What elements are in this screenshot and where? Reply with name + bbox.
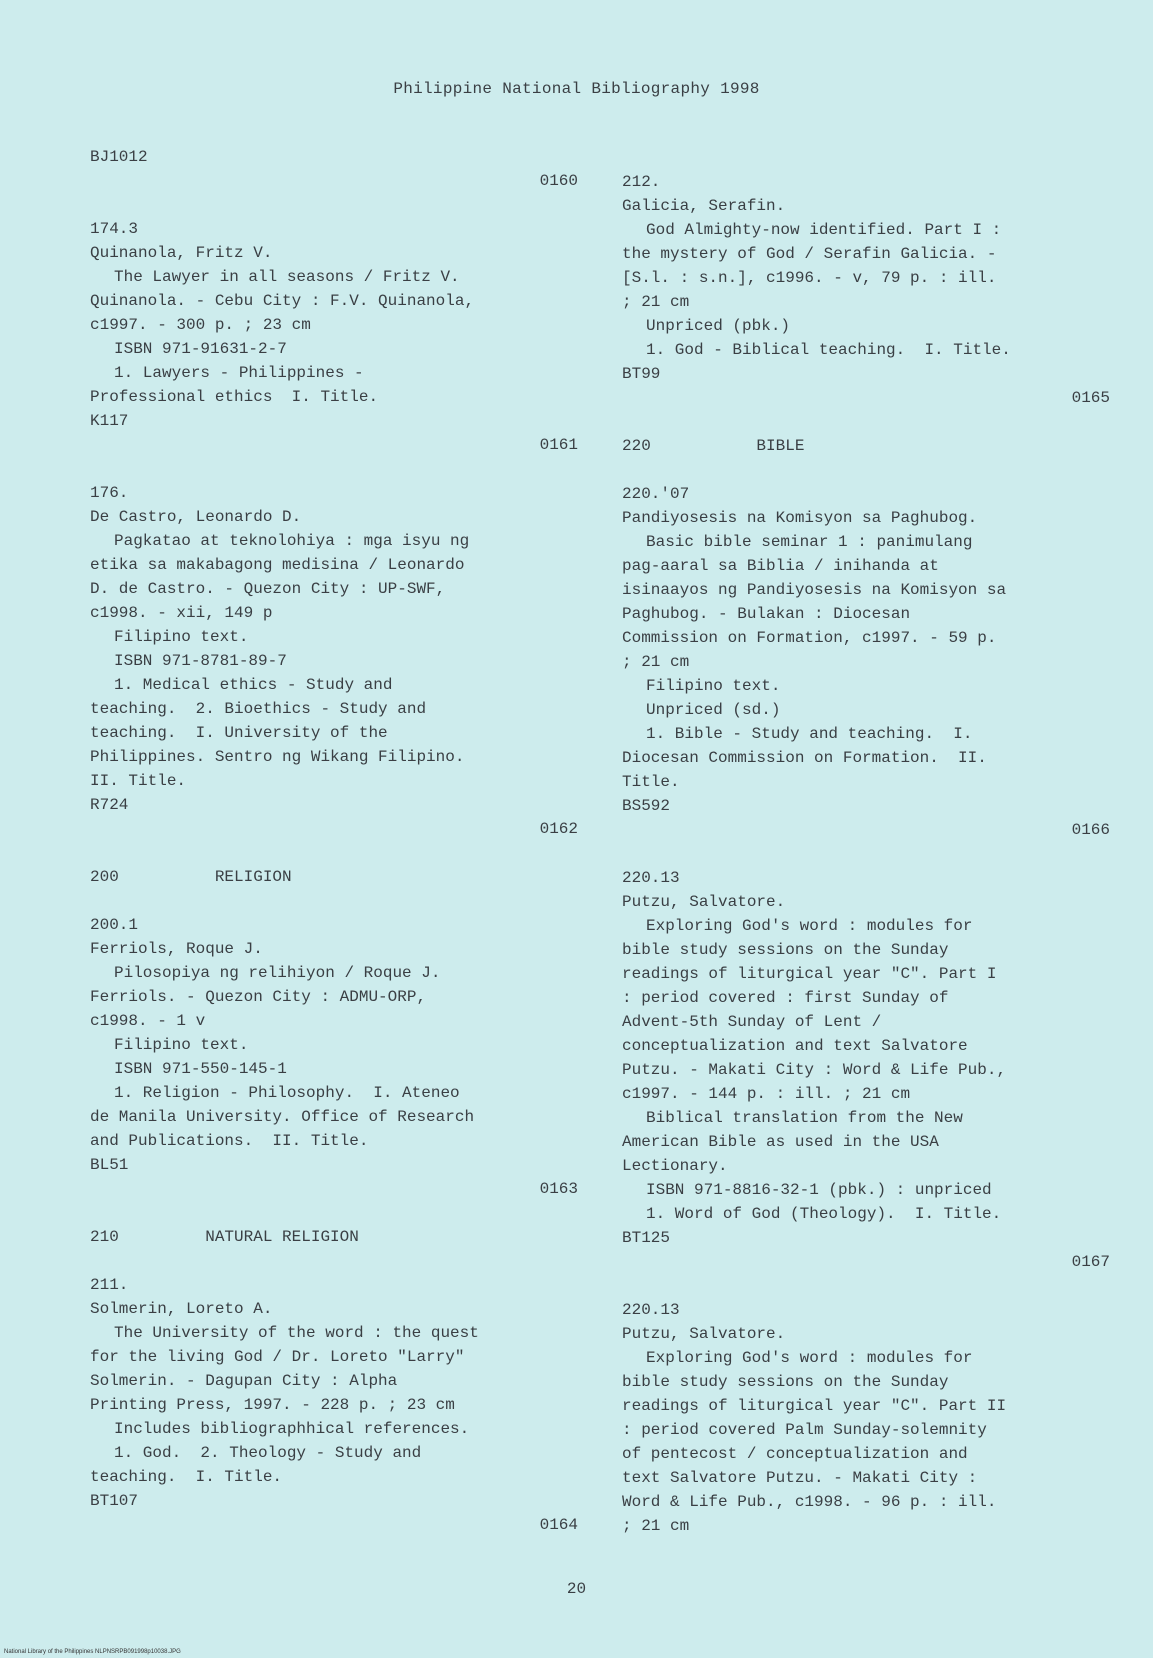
entry-line: Diocesan Commission on Formation. II. bbox=[622, 749, 987, 767]
entry-line: Basic bible seminar 1 : panimulang bbox=[646, 533, 973, 551]
entry-line: readings of liturgical year "C". Part II bbox=[622, 1397, 1007, 1415]
entry-line: Advent-5th Sunday of Lent / bbox=[622, 1013, 882, 1031]
entry-line: 1. Religion - Philosophy. I. Ateneo bbox=[114, 1084, 460, 1102]
entry-line: II. Title. bbox=[90, 772, 187, 790]
entry-number: 0166 bbox=[1071, 821, 1110, 839]
entry-number: 0160 bbox=[539, 172, 578, 190]
entry-line: bible study sessions on the Sunday bbox=[622, 941, 949, 959]
entry-line: Unpriced (pbk.) bbox=[646, 317, 791, 335]
entry-line: Biblical translation from the New bbox=[646, 1109, 963, 1127]
entry-line: Solmerin, Loreto A. bbox=[90, 1300, 273, 1318]
entry-line: Putzu, Salvatore. bbox=[622, 893, 786, 911]
entry-line: 1. God. 2. Theology - Study and bbox=[114, 1444, 422, 1462]
entry-line: Solmerin. - Dagupan City : Alpha bbox=[90, 1372, 398, 1390]
entry-number: 0165 bbox=[1071, 389, 1110, 407]
entry-line: K117 bbox=[90, 412, 129, 430]
entry-line: and Publications. II. Title. bbox=[90, 1132, 369, 1150]
entry-number: 0162 bbox=[539, 820, 578, 838]
entry-line: ISBN 971-550-145-1 bbox=[114, 1060, 287, 1078]
spacer bbox=[90, 193, 580, 217]
entry-line: ; 21 cm bbox=[622, 293, 690, 311]
entry-line: Pilosopiya ng relihiyon / Roque J. bbox=[114, 964, 441, 982]
spacer bbox=[622, 842, 1112, 866]
entry-line: Putzu, Salvatore. bbox=[622, 1325, 786, 1343]
entry-line: Galicia, Serafin. bbox=[622, 197, 786, 215]
entry-line: the mystery of God / Serafin Galicia. - bbox=[622, 245, 997, 263]
entry-line: teaching. I. University of the bbox=[90, 724, 388, 742]
entry-line: ; 21 cm bbox=[622, 653, 690, 671]
right-column bbox=[622, 170, 1112, 1538]
entry-line: Filipino text. bbox=[114, 1036, 249, 1054]
entry-line: Printing Press, 1997. - 228 p. ; 23 cm bbox=[90, 1396, 455, 1414]
entry-line: Ferriols. - Quezon City : ADMU-ORP, bbox=[90, 988, 427, 1006]
entry-line: of pentecost / conceptualization and bbox=[622, 1445, 968, 1463]
entry-line: ISBN 971-91631-2-7 bbox=[114, 340, 287, 358]
spacer bbox=[622, 1274, 1112, 1298]
entry-line: Word & Life Pub., c1998. - 96 p. : ill. bbox=[622, 1493, 997, 1511]
spacer bbox=[622, 458, 1112, 482]
entry-line: 200.1 bbox=[90, 916, 139, 934]
entry-number: 0164 bbox=[539, 1516, 578, 1534]
entry-line: Exploring God's word : modules for bbox=[646, 1349, 973, 1367]
entry-line: 211. bbox=[90, 1276, 129, 1294]
entry-line: text Salvatore Putzu. - Makati City : bbox=[622, 1469, 978, 1487]
entry-line: Commission on Formation, c1997. - 59 p. bbox=[622, 629, 997, 647]
entry-number: 0163 bbox=[539, 1180, 578, 1198]
entry-line: 176. bbox=[90, 484, 129, 502]
entry-line: 1. God - Biblical teaching. I. Title. bbox=[646, 341, 1011, 359]
entry-line: BL51 bbox=[90, 1156, 129, 1174]
entry-line: ISBN 971-8781-89-7 bbox=[114, 652, 287, 670]
entry-line: pag-aaral sa Biblia / inihanda at bbox=[622, 557, 939, 575]
entry-number: 0167 bbox=[1071, 1253, 1110, 1271]
section-heading: 200 RELIGION bbox=[90, 868, 292, 886]
entry-line: isinaayos ng Pandiyosesis na Komisyon sa bbox=[622, 581, 1007, 599]
entry-line: The University of the word : the quest bbox=[114, 1324, 479, 1342]
entry-line: The Lawyer in all seasons / Fritz V. bbox=[114, 268, 460, 286]
entry-line: ; 21 cm bbox=[622, 1517, 690, 1535]
left-column bbox=[90, 145, 580, 1537]
entry-line: Title. bbox=[622, 773, 680, 791]
entry-line: [S.l. : s.n.], c1996. - v, 79 p. : ill. bbox=[622, 269, 997, 287]
scan-credit: National Library of the Philippines NLPNSRPB091998p10038.JPG bbox=[4, 1649, 181, 1655]
entry-line: God Almighty-now identified. Part I : bbox=[646, 221, 1002, 239]
entry-line: etika sa makabagong medisina / Leonardo bbox=[90, 556, 465, 574]
page-number: 20 bbox=[566, 1580, 587, 1598]
entry-line: R724 bbox=[90, 796, 129, 814]
spacer bbox=[90, 457, 580, 481]
entry-line: teaching. 2. Bioethics - Study and bbox=[90, 700, 427, 718]
spacer bbox=[90, 1201, 580, 1225]
entry-line: 174.3 bbox=[90, 220, 139, 238]
entry-line: Exploring God's word : modules for bbox=[646, 917, 973, 935]
entry-line: de Manila University. Office of Research bbox=[90, 1108, 475, 1126]
entry-line: Pandiyosesis na Komisyon sa Paghubog. bbox=[622, 509, 978, 527]
section-heading: 220 BIBLE bbox=[622, 437, 805, 455]
entry-line: Includes bibliographhical references. bbox=[114, 1420, 470, 1438]
entry-line: bible study sessions on the Sunday bbox=[622, 1373, 949, 1391]
entry-line: 220.13 bbox=[622, 869, 680, 887]
entry-line: Professional ethics I. Title. bbox=[90, 388, 379, 406]
entry-line: readings of liturgical year "C". Part I bbox=[622, 965, 997, 983]
entry-line: Putzu. - Makati City : Word & Life Pub., bbox=[622, 1061, 1007, 1079]
spacer bbox=[622, 410, 1112, 434]
entry-line: ISBN 971-8816-32-1 (pbk.) : unpriced bbox=[646, 1181, 992, 1199]
entry-line: 1. Word of God (Theology). I. Title. bbox=[646, 1205, 1002, 1223]
entry-line: 212. bbox=[622, 173, 661, 191]
page-title: Philippine National Bibliography 1998 bbox=[393, 80, 760, 98]
entry-line: Filipino text. bbox=[114, 628, 249, 646]
entry-line: De Castro, Leonardo D. bbox=[90, 508, 302, 526]
entry-number: 0161 bbox=[539, 436, 578, 454]
entry-line: BS592 bbox=[622, 797, 671, 815]
spacer bbox=[90, 1249, 580, 1273]
entry-line: Ferriols, Roque J. bbox=[90, 940, 263, 958]
entry-line: Unpriced (sd.) bbox=[646, 701, 781, 719]
entry-line: conceptualization and text Salvatore bbox=[622, 1037, 968, 1055]
entry-line: American Bible as used in the USA bbox=[622, 1133, 939, 1151]
entry-line: c1997. - 144 p. : ill. ; 21 cm bbox=[622, 1085, 911, 1103]
entry-line: c1997. - 300 p. ; 23 cm bbox=[90, 316, 311, 334]
entry-line: 1. Bible - Study and teaching. I. bbox=[646, 725, 973, 743]
section-heading: 210 NATURAL RELIGION bbox=[90, 1228, 359, 1246]
entry-line: c1998. - xii, 149 p bbox=[90, 604, 273, 622]
entry-line: teaching. I. Title. bbox=[90, 1468, 283, 1486]
entry-line: : period covered : first Sunday of bbox=[622, 989, 949, 1007]
entry-line: c1998. - 1 v bbox=[90, 1012, 206, 1030]
entry-line: BJ1012 bbox=[90, 148, 148, 166]
entry-line: BT125 bbox=[622, 1229, 671, 1247]
entry-line: Quinanola, Fritz V. bbox=[90, 244, 273, 262]
entry-line: Filipino text. bbox=[646, 677, 781, 695]
entry-line: Philippines. Sentro ng Wikang Filipino. bbox=[90, 748, 465, 766]
entry-line: Lectionary. bbox=[622, 1157, 728, 1175]
spacer bbox=[90, 841, 580, 865]
spacer bbox=[90, 889, 580, 913]
entry-line: Paghubog. - Bulakan : Diocesan bbox=[622, 605, 911, 623]
entry-line: 1. Lawyers - Philippines - bbox=[114, 364, 364, 382]
entry-line: Pagkatao at teknolohiya : mga isyu ng bbox=[114, 532, 470, 550]
entry-line: : period covered Palm Sunday-solemnity bbox=[622, 1421, 987, 1439]
entry-line: BT107 bbox=[90, 1492, 139, 1510]
entry-line: Quinanola. - Cebu City : F.V. Quinanola, bbox=[90, 292, 475, 310]
entry-line: D. de Castro. - Quezon City : UP-SWF, bbox=[90, 580, 446, 598]
entry-line: for the living God / Dr. Loreto "Larry" bbox=[90, 1348, 465, 1366]
entry-line: 220.'07 bbox=[622, 485, 690, 503]
entry-line: BT99 bbox=[622, 365, 661, 383]
entry-line: 1. Medical ethics - Study and bbox=[114, 676, 393, 694]
entry-line: 220.13 bbox=[622, 1301, 680, 1319]
